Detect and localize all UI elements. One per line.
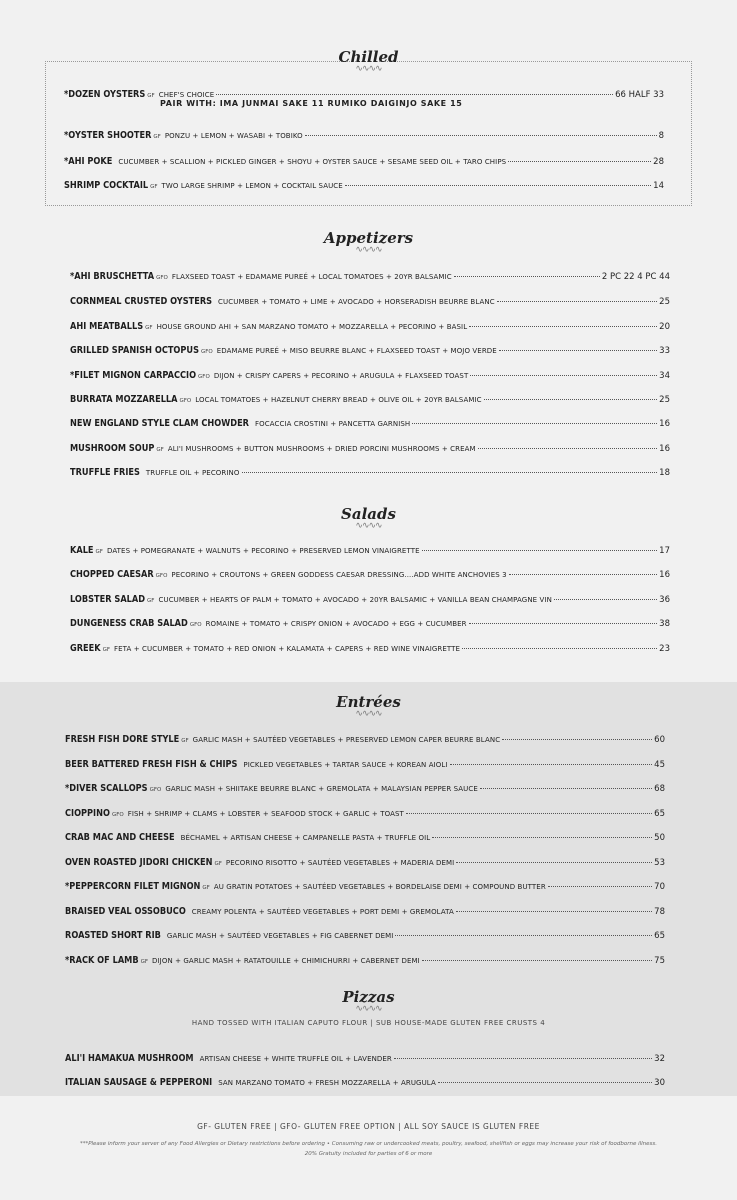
dietary-legend: GF- GLUTEN FREE | GFO- GLUTEN FREE OPTION | ALL SOY SAUCE IS GLUTEN FREE <box>197 1122 540 1131</box>
dietary-tag: GF <box>181 738 189 744</box>
item-name: BRAISED VEAL OSSOBUCO <box>65 906 186 917</box>
item-name: FRESH FISH DORE STYLE <box>65 734 180 745</box>
item-description: FLAXSEED TOAST + EDAMAME PUREÉ + LOCAL TOMATOES + 20YR BALSAMIC <box>171 273 452 281</box>
item-description: PONZU + LEMON + WASABI + TOBIKO <box>164 132 303 140</box>
entrees-heading <box>0 692 737 717</box>
item-name: OVEN ROASTED JIDORI CHICKEN <box>65 857 213 868</box>
item-description: CUCUMBER + SCALLION + PICKLED GINGER + SHOYU + OYSTER SAUCE + SESAME SEED OIL + TARO CHIPS <box>118 158 507 166</box>
dot-leader <box>470 375 657 376</box>
item-price: 65 <box>654 809 665 819</box>
dot-leader <box>406 813 652 814</box>
allergy-disclaimer: ***Please inform your server of any Food Allergies or Dietary restrictions before ordering • Consuming raw or undercooked meats, poultry, seafood, shellfish or eggs may increase your risk of foodborne illness. <box>79 1141 658 1147</box>
item-description: CUCUMBER + TOMATO + LIME + AVOCADO + HORSERADISH BEURRE BLANC <box>218 298 495 306</box>
item-name: *DIVER SCALLOPS <box>65 783 148 794</box>
menu-item <box>64 149 664 168</box>
menu-item <box>65 899 665 918</box>
item-price: 45 <box>654 760 665 770</box>
menu-item <box>64 173 664 192</box>
dietary-tag: GF <box>102 647 111 653</box>
menu-item <box>64 123 664 142</box>
item-description: GARLIC MASH + SHIITAKE BEURRE BLANC + GREMOLATA + MALAYSIAN PEPPER SAUCE <box>165 785 478 793</box>
item-price: 8 <box>658 131 664 141</box>
dietary-tag: GFO <box>198 374 210 380</box>
dietary-tag: GFO <box>179 398 192 404</box>
dietary-tag: GF <box>214 861 222 867</box>
item-name: *AHI BRUSCHETTA <box>70 271 155 282</box>
menu-item <box>64 82 664 101</box>
item-description: CREAMY POLENTA + SAUTÉED VEGETABLES + PORT DEMI + GREMOLATA <box>191 908 454 916</box>
dot-leader <box>456 911 652 912</box>
menu-item <box>70 562 670 581</box>
dietary-tag: GF <box>150 184 158 190</box>
dot-leader <box>469 623 658 624</box>
dot-leader <box>480 788 652 789</box>
item-description: SAN MARZANO TOMATO + FRESH MOZZARELLA + ARUGULA <box>218 1079 436 1087</box>
dot-leader <box>508 161 651 162</box>
menu-item <box>70 587 670 606</box>
item-name: CHOPPED CAESAR <box>70 569 154 580</box>
menu-item <box>65 1070 665 1089</box>
item-price: 38 <box>659 619 670 629</box>
item-name: GRILLED SPANISH OCTOPUS <box>70 345 199 356</box>
dietary-tag: GF <box>147 93 155 99</box>
dot-leader <box>478 448 657 449</box>
dot-leader <box>242 472 658 473</box>
dot-leader <box>502 739 652 740</box>
dot-leader <box>412 423 657 424</box>
item-price: 18 <box>659 468 670 478</box>
item-price: 14 <box>653 181 664 191</box>
item-price: 36 <box>659 595 670 605</box>
item-name: *OYSTER SHOOTER <box>64 130 152 141</box>
menu-item <box>65 727 665 746</box>
item-description: LOCAL TOMATOES + HAZELNUT CHERRY BREAD + OLIVE OIL + 20YR BALSAMIC <box>195 396 482 404</box>
item-price: 16 <box>659 570 670 580</box>
dot-leader <box>469 326 657 327</box>
dietary-tag: GFO <box>156 275 168 281</box>
item-name: *RACK OF LAMB <box>65 955 139 966</box>
item-name: ITALIAN SAUSAGE & PEPPERONI <box>65 1077 213 1088</box>
item-description: HOUSE GROUND AHI + SAN MARZANO TOMATO + MOZZARELLA + PECORINO + BASIL <box>156 323 468 331</box>
entrees-title: Entrées <box>336 693 401 711</box>
dot-leader <box>395 935 652 936</box>
item-name: *AHI POKE <box>64 156 113 167</box>
dietary-tag: GF <box>147 598 155 604</box>
menu-item <box>70 338 670 357</box>
item-price: 75 <box>654 956 665 966</box>
item-description: ROMAINE + TOMATO + CRISPY ONION + AVOCADO + EGG + CUCUMBER <box>205 620 467 628</box>
chilled-title: Chilled <box>338 48 399 66</box>
gratuity-note: 20% Gratuity included for parties of 6 or more <box>304 1151 433 1157</box>
menu-item <box>65 948 665 967</box>
dietary-tag: GF <box>153 134 161 140</box>
item-description: EDAMAME PUREÉ + MISO BEURRE BLANC + FLAXSEED TOAST + MOJO VERDE <box>216 347 497 355</box>
menu-item <box>70 636 670 655</box>
menu-item <box>70 411 670 430</box>
dietary-tag: GFO <box>189 622 202 628</box>
menu-item <box>70 611 670 630</box>
item-name: SHRIMP COCKTAIL <box>64 180 149 191</box>
squiggle-ornament: ∿∿∿∿ <box>355 709 382 719</box>
dot-leader <box>499 350 657 351</box>
menu-item <box>65 825 665 844</box>
item-price: 25 <box>659 395 670 405</box>
item-name: GREEK <box>70 643 101 654</box>
item-name: AHI MEATBALLS <box>70 321 144 332</box>
item-price: 2 PC 22 4 PC 44 <box>601 272 670 282</box>
menu-item <box>70 289 670 308</box>
dietary-tag: GFO <box>111 812 124 818</box>
menu-item <box>70 436 670 455</box>
menu-item <box>65 1046 665 1065</box>
item-name: *PEPPERCORN FILET MIGNON <box>65 881 201 892</box>
item-description: TRUFFLE OIL + PECORINO <box>145 469 240 477</box>
menu-item <box>70 264 670 283</box>
menu-item <box>65 801 665 820</box>
pizzas-title: Pizzas <box>342 988 395 1006</box>
dot-leader <box>438 1082 652 1083</box>
item-price: 32 <box>654 1054 665 1064</box>
item-description: AU GRATIN POTATOES + SAUTÉED VEGETABLES + BORDELAISE DEMI + COMPOUND BUTTER <box>213 883 546 891</box>
item-name: NEW ENGLAND STYLE CLAM CHOWDER <box>70 418 250 429</box>
item-name: *FILET MIGNON CARPACCIO <box>70 370 197 381</box>
item-description: FOCACCIA CROSTINI + PANCETTA GARNISH <box>255 420 411 428</box>
item-price: 50 <box>654 833 665 843</box>
item-price: 65 <box>654 931 665 941</box>
item-description: DIJON + GARLIC MASH + RATATOUILLE + CHIMICHURRI + CABERNET DEMI <box>152 957 420 965</box>
salads-heading <box>0 504 737 529</box>
chilled-heading <box>0 47 737 72</box>
item-price: 16 <box>659 419 670 429</box>
menu-item <box>65 923 665 942</box>
appetizers-title: Appetizers <box>323 229 414 247</box>
item-name: TRUFFLE FRIES <box>70 467 140 478</box>
item-description: GARLIC MASH + SAUTÉED VEGETABLES + PRESERVED LEMON CAPER BEURRE BLANC <box>192 736 501 744</box>
item-price: 30 <box>654 1078 665 1088</box>
squiggle-ornament: ∿∿∿∿ <box>355 1004 382 1014</box>
pizza-subtitle: HAND TOSSED WITH ITALIAN CAPUTO FLOUR | SUB HOUSE-MADE GLUTEN FREE CRUSTS 4 <box>191 1019 546 1027</box>
dietary-tag: GF <box>95 549 103 555</box>
salads-title: Salads <box>341 505 396 523</box>
squiggle-ornament: ∿∿∿∿ <box>355 64 382 74</box>
item-price: 16 <box>659 444 670 454</box>
item-description: GARLIC MASH + SAUTÉED VEGETABLES + FIG CABERNET DEMI <box>166 932 394 940</box>
item-name: LOBSTER SALAD <box>70 594 146 605</box>
menu-item <box>70 363 670 382</box>
menu-item <box>65 874 665 893</box>
dot-leader <box>454 276 600 277</box>
item-price: 66 HALF 33 <box>615 90 664 100</box>
item-price: 70 <box>654 882 665 892</box>
item-price: 33 <box>659 346 670 356</box>
item-price: 53 <box>654 858 665 868</box>
item-name: MUSHROOM SOUP <box>70 443 155 454</box>
item-description: ALI'I MUSHROOMS + BUTTON MUSHROOMS + DRIED PORCINI MUSHROOMS + CREAM <box>167 445 476 453</box>
item-name: BEER BATTERED FRESH FISH & CHIPS <box>65 759 238 770</box>
squiggle-ornament: ∿∿∿∿ <box>355 521 382 531</box>
appetizers-heading <box>0 228 737 253</box>
item-price: 20 <box>659 322 670 332</box>
dot-leader <box>432 837 652 838</box>
menu-item <box>65 850 665 869</box>
dietary-tag: GFO <box>200 349 213 355</box>
item-description: DIJON + CRISPY CAPERS + PECORINO + ARUGULA + FLAXSEED TOAST <box>213 372 469 380</box>
dietary-tag: GF <box>202 885 210 891</box>
item-description: FISH + SHRIMP + CLAMS + LOBSTER + SEAFOOD STOCK + GARLIC + TOAST <box>127 810 404 818</box>
item-price: 25 <box>659 297 670 307</box>
item-description: TWO LARGE SHRIMP + LEMON + COCKTAIL SAUCE <box>161 182 343 190</box>
item-name: DUNGENESS CRAB SALAD <box>70 618 188 629</box>
item-price: 60 <box>654 735 665 745</box>
dot-leader <box>484 399 658 400</box>
item-description: ARTISAN CHEESE + WHITE TRUFFLE OIL + LAVENDER <box>199 1055 392 1063</box>
dot-leader <box>497 301 657 302</box>
item-description: CHEF'S CHOICE <box>158 91 215 99</box>
item-price: 23 <box>659 644 670 654</box>
dietary-tag: GF <box>145 325 153 331</box>
dot-leader <box>462 648 657 649</box>
item-name: CIOPPINO <box>65 808 110 819</box>
item-price: 34 <box>659 371 670 381</box>
item-price: 17 <box>659 546 670 556</box>
item-price: 68 <box>654 784 665 794</box>
dietary-tag: GFO <box>149 787 162 793</box>
squiggle-ornament: ∿∿∿∿ <box>355 245 382 255</box>
item-description: FETA + CUCUMBER + TOMATO + RED ONION + KALAMATA + CAPERS + RED WINE VINAIGRETTE <box>114 645 461 653</box>
dot-leader <box>450 764 653 765</box>
dietary-tag: GF <box>156 447 164 453</box>
dietary-tag: GFO <box>155 573 168 579</box>
dot-leader <box>509 574 657 575</box>
dot-leader <box>216 94 613 95</box>
dot-leader <box>456 862 652 863</box>
item-description: PICKLED VEGETABLES + TARTAR SAUCE + KOREAN AIOLI <box>243 761 448 769</box>
item-name: ALI'I HAMAKUA MUSHROOM <box>65 1053 194 1064</box>
pizzas-heading <box>0 987 737 1012</box>
item-name: KALE <box>70 545 94 556</box>
dot-leader <box>422 960 652 961</box>
item-name: *DOZEN OYSTERS <box>64 89 146 100</box>
item-name: ROASTED SHORT RIB <box>65 930 161 941</box>
menu-item <box>70 538 670 557</box>
item-name: CORNMEAL CRUSTED OYSTERS <box>70 296 213 307</box>
dot-leader <box>554 599 657 600</box>
item-price: 78 <box>654 907 665 917</box>
menu-item <box>70 460 670 479</box>
dietary-tag: GF <box>140 959 149 965</box>
dot-leader <box>305 135 657 136</box>
item-name: BURRATA MOZZARELLA <box>70 394 178 405</box>
item-description: CUCUMBER + HEARTS OF PALM + TOMATO + AVOCADO + 20YR BALSAMIC + VANILLA BEAN CHAMPAGNE VIN <box>158 596 552 604</box>
item-description: PECORINO RISOTTO + SAUTÉED VEGETABLES + MADERIA DEMI <box>225 859 455 867</box>
menu-item <box>70 387 670 406</box>
item-description: BÉCHAMEL + ARTISAN CHEESE + CAMPANELLE PASTA + TRUFFLE OIL <box>180 834 431 842</box>
dot-leader <box>548 886 652 887</box>
item-name: CRAB MAC AND CHEESE <box>65 832 175 843</box>
menu-item <box>70 314 670 333</box>
item-price: 28 <box>653 157 664 167</box>
dot-leader <box>422 550 658 551</box>
dot-leader <box>394 1058 652 1059</box>
item-description: PECORINO + CROUTONS + GREEN GODDESS CAESAR DRESSING....ADD WHITE ANCHOVIES 3 <box>171 571 507 579</box>
sake-pairing: PAIR WITH: IMA JUNMAI SAKE 11 RUMIKO DAIGINJO SAKE 15 <box>160 99 463 108</box>
dot-leader <box>345 185 651 186</box>
menu-item <box>65 776 665 795</box>
item-description: DATES + POMEGRANATE + WALNUTS + PECORINO + PRESERVED LEMON VINAIGRETTE <box>106 547 420 555</box>
menu-item <box>65 752 665 771</box>
